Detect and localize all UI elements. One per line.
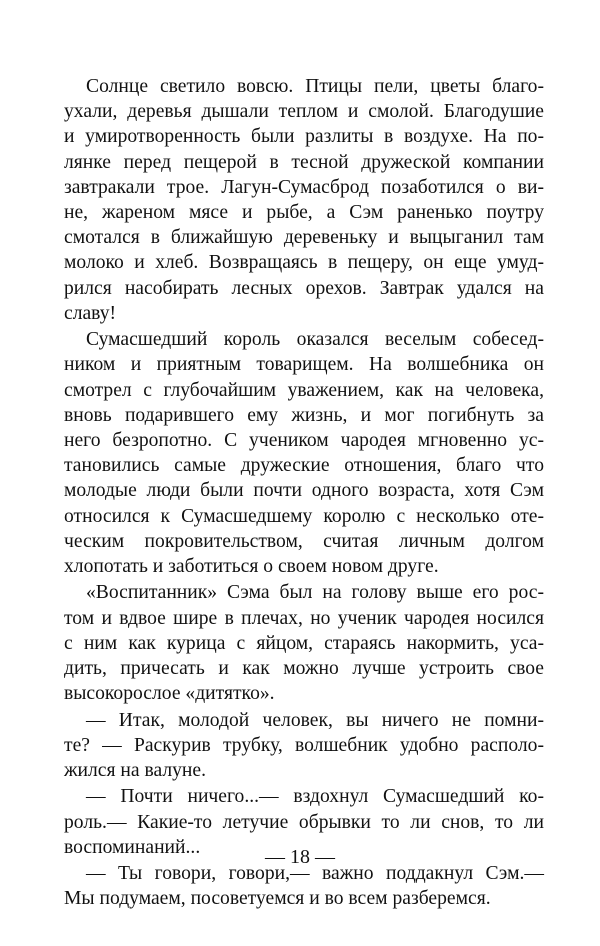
text-line: вновь подарившего ему жизнь, и мог погибнуть за xyxy=(64,404,544,426)
text-line: ником и приятным товарищем. На волшебника он xyxy=(64,354,544,376)
text-line: дить, причесать и как можно лучше устроить свое xyxy=(64,658,544,680)
text-line: хлопотать и заботиться о своем новом друге. xyxy=(64,556,439,578)
text-line: ухали, деревья дышали теплом и смолой. Благодушие xyxy=(64,101,544,123)
text-line: с ним как курица с яйцом, стараясь накормить, уса- xyxy=(64,632,544,654)
text-line: — Итак, молодой человек, вы ничего не помни- xyxy=(86,709,544,731)
text-line: ческим покровительством, считая личным долгом xyxy=(64,530,544,552)
page-number: — 18 — xyxy=(265,846,335,868)
text-line: Солнце светило вовсю. Птицы пели, цветы благо- xyxy=(86,76,544,97)
text-line: молоко и хлеб. Возвращаясь в пещеру, он еще умуд- xyxy=(64,252,544,274)
paragraph xyxy=(64,74,544,326)
text-line: том и вдвое шире в плечах, но ученик чародея носился xyxy=(64,607,544,629)
text-line: смотался в ближайшую деревеньку и выцыганил там xyxy=(64,227,544,249)
text-line: завтракали трое. Лагун-Сумасброд позаботился о ви- xyxy=(64,176,544,198)
text-line: относился к Сумасшедшему королю с несколько оте- xyxy=(64,505,544,527)
text-line: и умиротворенность были разлиты в воздухе. На по- xyxy=(64,126,544,148)
text-line: — Ты говори, говори,— важно поддакнул Сэм.— xyxy=(86,863,544,885)
text-line: «Воспитанник» Сэма был на голову выше его рос- xyxy=(86,582,544,604)
paragraph xyxy=(64,708,544,784)
text-line: — Почти ничего...— вздохнул Сумасшедший ко- xyxy=(86,786,544,808)
paragraph xyxy=(64,327,544,579)
text-line: Мы подумаем, посоветуемся и во всем разберемся. xyxy=(64,888,491,910)
text-line: роль.— Какие-то летучие обрывки то ли снов, то ли xyxy=(64,811,544,833)
text-line: лянке перед пещерой в тесной дружеской компании xyxy=(64,151,544,173)
text-line: Сумасшедший король оказался веселым собесед- xyxy=(86,329,544,351)
text-line: не, жареном мясе и рыбе, а Сэм раненько поутру xyxy=(64,202,544,224)
text-line: высокорослое «дитятко». xyxy=(64,683,275,705)
paragraph xyxy=(64,580,544,706)
body-text xyxy=(64,74,544,913)
text-line: тановились самые дружеские отношения, благо что xyxy=(64,455,544,477)
text-line: смотрел с глубочайшим уважением, как на человека, xyxy=(64,379,544,401)
text-line: жился на валуне. xyxy=(64,760,207,782)
text-line: рился насобирать лесных орехов. Завтрак удался на xyxy=(64,277,544,299)
text-line: те? — Раскурив трубку, волшебник удобно располо- xyxy=(64,734,544,756)
text-line: славу! xyxy=(64,302,117,324)
text-line: воспоминаний... xyxy=(64,836,201,858)
text-line: молодые люди были почти одного возраста, хотя Сэм xyxy=(64,480,544,502)
text-line: него безропотно. С учеником чародея мгновенно ус- xyxy=(64,430,544,452)
